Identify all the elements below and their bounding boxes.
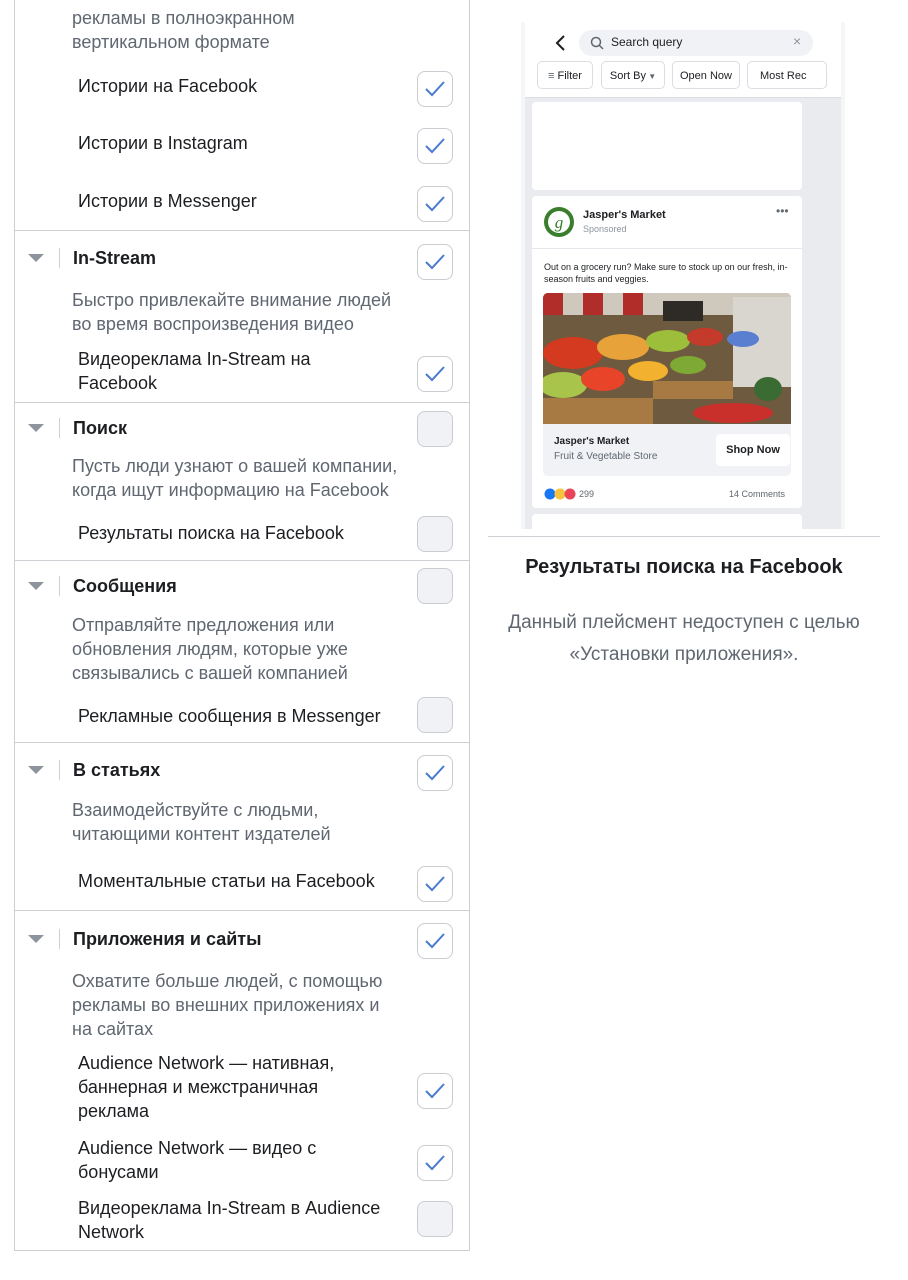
- section-title-apps-sites: Приложения и сайты: [73, 929, 262, 949]
- audience-network-native-checkbox[interactable]: [417, 1073, 453, 1109]
- check-icon: [424, 763, 446, 783]
- search-input[interactable]: [579, 30, 813, 56]
- check-icon: [424, 1081, 446, 1101]
- divider: [15, 742, 469, 743]
- check-icon: [424, 931, 446, 951]
- market-produce-photo[interactable]: [543, 293, 791, 424]
- messages-section-checkbox[interactable]: [417, 568, 453, 604]
- audience-network-rewarded-checkbox[interactable]: [417, 1145, 453, 1181]
- divider: [15, 402, 469, 403]
- clear-icon[interactable]: ×: [793, 33, 802, 49]
- divider: [532, 248, 802, 249]
- divider: [15, 230, 469, 231]
- placement-audience-network-native-label: Audience Network — нативная, баннерная и межстраничная реклама: [78, 1053, 335, 1121]
- sponsored-post-card[interactable]: [532, 196, 802, 508]
- more-options-icon[interactable]: •••: [776, 204, 789, 218]
- section-separator: [59, 929, 60, 949]
- section-title-in-stream: In-Stream: [73, 248, 157, 268]
- messenger-ads-checkbox[interactable]: [417, 697, 453, 733]
- audience-network-instream-checkbox[interactable]: [417, 1201, 453, 1237]
- divider: [488, 536, 880, 537]
- collapse-triangle-icon[interactable]: [28, 766, 44, 774]
- search-query-text: Search query: [611, 35, 683, 49]
- search-description: Пусть люди узнают о вашей компании, когда ищут информацию на Facebook: [72, 456, 398, 500]
- cta-store-category: Fruit & Vegetable Store: [554, 451, 658, 462]
- check-icon: [424, 79, 446, 99]
- in-stream-description: Быстро привлекайте внимание людей во время воспроизведения видео: [72, 290, 392, 334]
- sort-by-chip[interactable]: Sort By ▼: [601, 61, 665, 89]
- reactions-icon[interactable]: [544, 488, 580, 500]
- in-stream-section-checkbox[interactable]: [417, 244, 453, 280]
- check-icon: [424, 252, 446, 272]
- brand-logo-icon: [543, 206, 575, 238]
- shop-now-button[interactable]: Shop Now: [716, 434, 790, 466]
- articles-description: Взаимодействуйте с людьми, читающими контент издателей: [72, 800, 331, 844]
- section-title-messages: Сообщения: [73, 576, 177, 596]
- check-icon: [424, 136, 446, 156]
- messenger-stories-checkbox[interactable]: [417, 186, 453, 222]
- filter-chip[interactable]: ≡ Filter: [537, 61, 593, 89]
- check-icon: [424, 194, 446, 214]
- facebook-stories-checkbox[interactable]: [417, 71, 453, 107]
- divider: [15, 910, 469, 911]
- page-name[interactable]: Jasper's Market: [583, 209, 666, 221]
- instagram-stories-checkbox[interactable]: [417, 128, 453, 164]
- svg-text:g: g: [554, 213, 564, 232]
- section-title-articles: В статьях: [73, 760, 161, 780]
- placement-title: Результаты поиска на Facebook: [525, 556, 843, 578]
- filter-icon: ≡: [548, 70, 558, 82]
- apps-sites-section-checkbox[interactable]: [417, 923, 453, 959]
- sponsored-label: Sponsored: [583, 224, 627, 234]
- apps-sites-description: Охватите больше людей, с помощью рекламы во внешних приложениях и на сайтах: [72, 971, 383, 1039]
- post-text: Out on a grocery run? Make sure to stock up on our fresh, in-season fruits and veggies.: [544, 262, 788, 284]
- divider: [15, 560, 469, 561]
- placement-audience-network-instream-label: Видеореклама In-Stream в Audience Network: [78, 1198, 381, 1242]
- placement-instant-articles-label: Моментальные статьи на Facebook: [78, 871, 375, 891]
- collapse-triangle-icon[interactable]: [28, 582, 44, 590]
- placement-audience-network-rewarded-label: Audience Network — видео с бонусами: [78, 1138, 317, 1182]
- placement-preview-panel: [488, 0, 880, 700]
- produce-image: [543, 293, 791, 424]
- search-results-checkbox[interactable]: [417, 516, 453, 552]
- section-separator: [59, 576, 60, 596]
- search-icon: [590, 36, 604, 50]
- placement-search-results-label: Результаты поиска на Facebook: [78, 523, 344, 543]
- placement-in-stream-video-label: Видеореклама In-Stream на Facebook: [78, 349, 311, 393]
- in-stream-video-checkbox[interactable]: [417, 356, 453, 392]
- cta-bar: [543, 424, 791, 476]
- messages-description: Отправляйте предложения или обновления людям, которые уже связывались с вашей компанией: [72, 615, 348, 683]
- check-icon: [424, 1153, 446, 1173]
- section-separator: [59, 418, 60, 438]
- search-topbar: [525, 22, 841, 98]
- collapse-triangle-icon[interactable]: [28, 935, 44, 943]
- most-recent-chip[interactable]: Most Rec: [747, 61, 827, 89]
- cta-store-name: Jasper's Market: [554, 436, 630, 447]
- instant-articles-checkbox[interactable]: [417, 866, 453, 902]
- check-icon: [424, 364, 446, 384]
- reactions-count[interactable]: 299: [579, 489, 595, 499]
- check-icon: [424, 874, 446, 894]
- open-now-chip[interactable]: Open Now: [672, 61, 740, 89]
- stories-description: рекламы в полноэкранном вертикальном формате: [72, 8, 295, 52]
- section-title-search: Поиск: [73, 418, 128, 438]
- collapse-triangle-icon[interactable]: [28, 254, 44, 262]
- placement-facebook-stories-label: Истории на Facebook: [78, 76, 258, 96]
- placement-messenger-ads-label: Рекламные сообщения в Messenger: [78, 706, 381, 726]
- placements-panel: [14, 0, 470, 1251]
- placement-messenger-stories-label: Истории в Messenger: [78, 191, 257, 211]
- back-arrow-icon[interactable]: [555, 34, 567, 52]
- placement-unavailable-note: Данный плейсмент недоступен с целью «Установки приложения».: [508, 612, 860, 665]
- search-section-checkbox[interactable]: [417, 411, 453, 447]
- comments-count[interactable]: 14 Comments: [729, 489, 786, 499]
- chevron-down-icon: ▼: [645, 72, 657, 81]
- section-separator: [59, 248, 60, 268]
- blank-result-card: [532, 102, 802, 190]
- placement-instagram-stories-label: Истории в Instagram: [78, 133, 248, 153]
- next-result-card: [532, 514, 802, 529]
- collapse-triangle-icon[interactable]: [28, 424, 44, 432]
- section-separator: [59, 760, 60, 780]
- phone-preview: [521, 22, 845, 529]
- articles-section-checkbox[interactable]: [417, 755, 453, 791]
